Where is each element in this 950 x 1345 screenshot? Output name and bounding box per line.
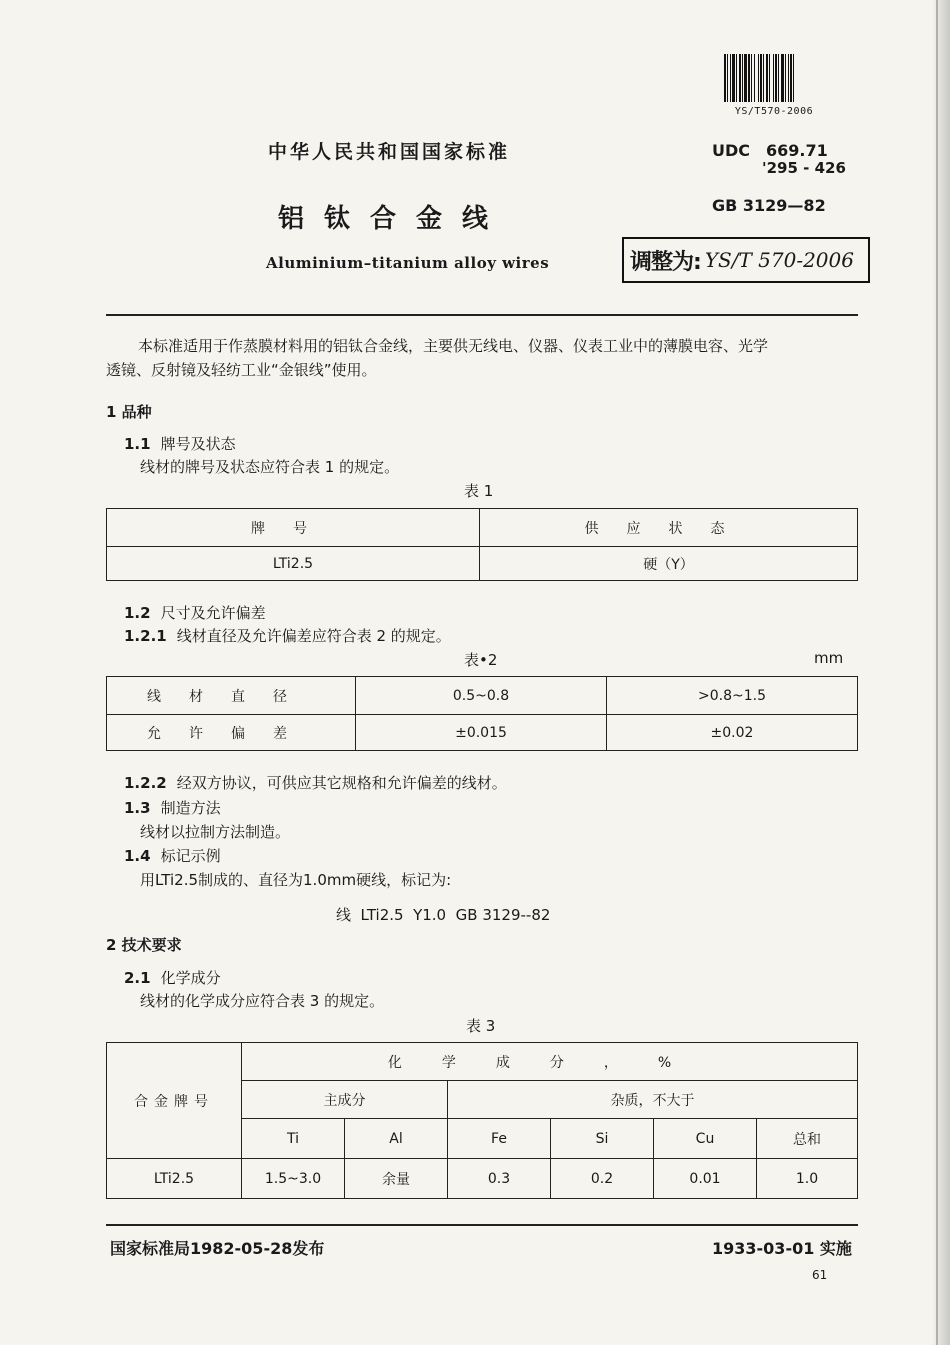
section-title: 标记示例 — [160, 847, 221, 865]
table-cell: 1.5~3.0 — [242, 1159, 345, 1199]
table-header-cell: 化学成分，% — [242, 1043, 858, 1081]
section-text: 经双方协议，可供应其它规格和允许偏差的线材。 — [176, 774, 507, 792]
barcode-bar — [760, 54, 762, 102]
table-3-caption: 表 3 — [466, 1017, 496, 1035]
barcode-bar — [736, 54, 737, 102]
table-header-cell: Al — [345, 1119, 448, 1159]
table-cell: ±0.015 — [356, 715, 607, 751]
header-divider — [106, 314, 858, 316]
page-number: 61 — [812, 1268, 828, 1282]
table-cell: 0.5~0.8 — [356, 677, 607, 715]
table-header-cell: 合金牌号 — [107, 1043, 242, 1159]
barcode-bar — [744, 54, 747, 102]
barcode-bar — [790, 54, 792, 102]
section-1-2-2 — [124, 772, 507, 793]
table-cell: 余量 — [345, 1159, 448, 1199]
barcode-bar — [785, 54, 786, 102]
udc-label: UDC — [712, 141, 751, 160]
barcode-bar — [788, 54, 789, 102]
table-cell: 硬（Y） — [480, 547, 858, 581]
section-2-heading: 2 技术要求 — [106, 936, 182, 954]
barcode-bar — [766, 54, 768, 102]
barcode-code: YS/T570-2006 — [734, 106, 814, 117]
section-2-1-text: 线材的化学成分应符合表 3 的规定。 — [140, 992, 385, 1010]
adjustment-stamp — [622, 237, 870, 283]
section-number: 1.2.1 — [124, 627, 167, 645]
barcode-bar — [732, 54, 735, 102]
table-header-cell: Si — [551, 1119, 654, 1159]
barcode-bar — [730, 54, 731, 102]
section-number: 1.2 — [124, 604, 151, 622]
table-cell: 0.01 — [654, 1159, 757, 1199]
table-header-cell: Ti — [242, 1119, 345, 1159]
section-1-2-1 — [124, 625, 451, 646]
barcode-bar — [775, 54, 777, 102]
table-row — [107, 1043, 858, 1081]
udc-number-line2: '295 - 426 — [762, 159, 846, 177]
table-header-cell: Cu — [654, 1119, 757, 1159]
barcode-bar — [724, 54, 726, 102]
section-number: 1.3 — [124, 799, 151, 817]
table-3 — [106, 1042, 858, 1199]
table-cell: 0.2 — [551, 1159, 654, 1199]
table-cell: LTi2.5 — [107, 1159, 242, 1199]
section-title: 牌号及状态 — [160, 435, 236, 453]
table-header-cell: 杂质，不大于 — [448, 1081, 858, 1119]
table-header-cell: Fe — [448, 1119, 551, 1159]
section-number: 1.1 — [124, 435, 151, 453]
section-number: 2.1 — [124, 969, 151, 987]
table-2-unit: mm — [814, 649, 844, 667]
table-cell: >0.8~1.5 — [607, 677, 858, 715]
section-number: 1.2.2 — [124, 774, 167, 792]
table-row — [107, 1159, 858, 1199]
section-text: 线材直径及允许偏差应符合表 2 的规定。 — [176, 627, 451, 645]
barcode-bar — [781, 54, 784, 102]
section-1-3-text: 线材以拉制方法制造。 — [140, 823, 291, 841]
table-1 — [106, 508, 858, 581]
issue-date: 国家标准局1982-05-28发布 — [110, 1239, 325, 1258]
table-row — [107, 677, 858, 715]
section-title: 化学成分 — [160, 969, 221, 987]
table-cell: 允许偏差 — [107, 715, 356, 751]
intro-line1: 本标准适用于作蒸膜材料用的铝钛合金线，主要供无线电、仪器、仪表工业中的薄膜电容、光学 — [138, 337, 769, 355]
table-row — [107, 509, 858, 547]
footer-divider — [106, 1224, 858, 1226]
table-2 — [106, 676, 858, 751]
section-1-1-heading — [124, 433, 236, 454]
table-1-caption: 表 1 — [464, 482, 494, 500]
barcode-bar — [742, 54, 743, 102]
section-1-3-heading — [124, 797, 221, 818]
section-number: 1.4 — [124, 847, 151, 865]
section-1-4-heading — [124, 845, 221, 866]
barcode-bar — [739, 54, 741, 102]
stamp-label: 调整为: — [630, 249, 701, 275]
stamp-handwriting: YS/T 570-2006 — [704, 248, 854, 272]
barcode-bar — [769, 54, 770, 102]
document-title-cn: 铝钛合金线 — [278, 204, 509, 234]
section-title: 制造方法 — [160, 799, 221, 817]
barcode-bar — [758, 54, 759, 102]
table-2-caption: 表•2 — [464, 651, 498, 669]
barcode-bar — [748, 54, 750, 102]
table-cell: 0.3 — [448, 1159, 551, 1199]
udc-number-line1: 669.71 — [766, 141, 828, 160]
barcode-bar — [763, 54, 764, 102]
section-1-4-text: 用LTi2.5制成的、直径为1.0mm硬线，标记为: — [140, 871, 452, 889]
barcode-bar — [754, 54, 755, 102]
barcode-bar — [773, 54, 774, 102]
table-cell: LTi2.5 — [107, 547, 480, 581]
marking-example: 线 LTi2.5 Y1.0 GB 3129--82 — [336, 906, 551, 924]
table-cell: 1.0 — [757, 1159, 858, 1199]
table-cell: ±0.02 — [607, 715, 858, 751]
document-title-en: Aluminium–titanium alloy wires — [266, 254, 550, 272]
barcode-bars — [722, 52, 826, 104]
table-header-cell: 牌号 — [107, 509, 480, 547]
barcode-bar — [778, 54, 779, 102]
standard-title: 中华人民共和国国家标准 — [268, 141, 511, 163]
effective-date: 1933-03-01 实施 — [712, 1239, 852, 1258]
section-title: 尺寸及允许偏差 — [160, 604, 266, 622]
intro-line2: 透镜、反射镜及轻纺工业“金银线”使用。 — [106, 361, 377, 379]
section-2-1-heading — [124, 967, 221, 988]
barcode-bar — [793, 54, 794, 102]
table-header-cell: 主成分 — [242, 1081, 448, 1119]
section-1-2-heading — [124, 602, 266, 623]
section-1-heading: 1 品种 — [106, 403, 152, 421]
table-header-cell: 供应状态 — [480, 509, 858, 547]
page-edge-shadow — [932, 0, 950, 1345]
section-1-1-text: 线材的牌号及状态应符合表 1 的规定。 — [140, 458, 400, 476]
gb-number: GB 3129—82 — [712, 196, 826, 215]
barcode-bar — [751, 54, 752, 102]
table-row — [107, 715, 858, 751]
table-header-cell: 总和 — [757, 1119, 858, 1159]
table-cell: 线材直径 — [107, 677, 356, 715]
table-row — [107, 547, 858, 581]
barcode-bar — [727, 54, 728, 102]
